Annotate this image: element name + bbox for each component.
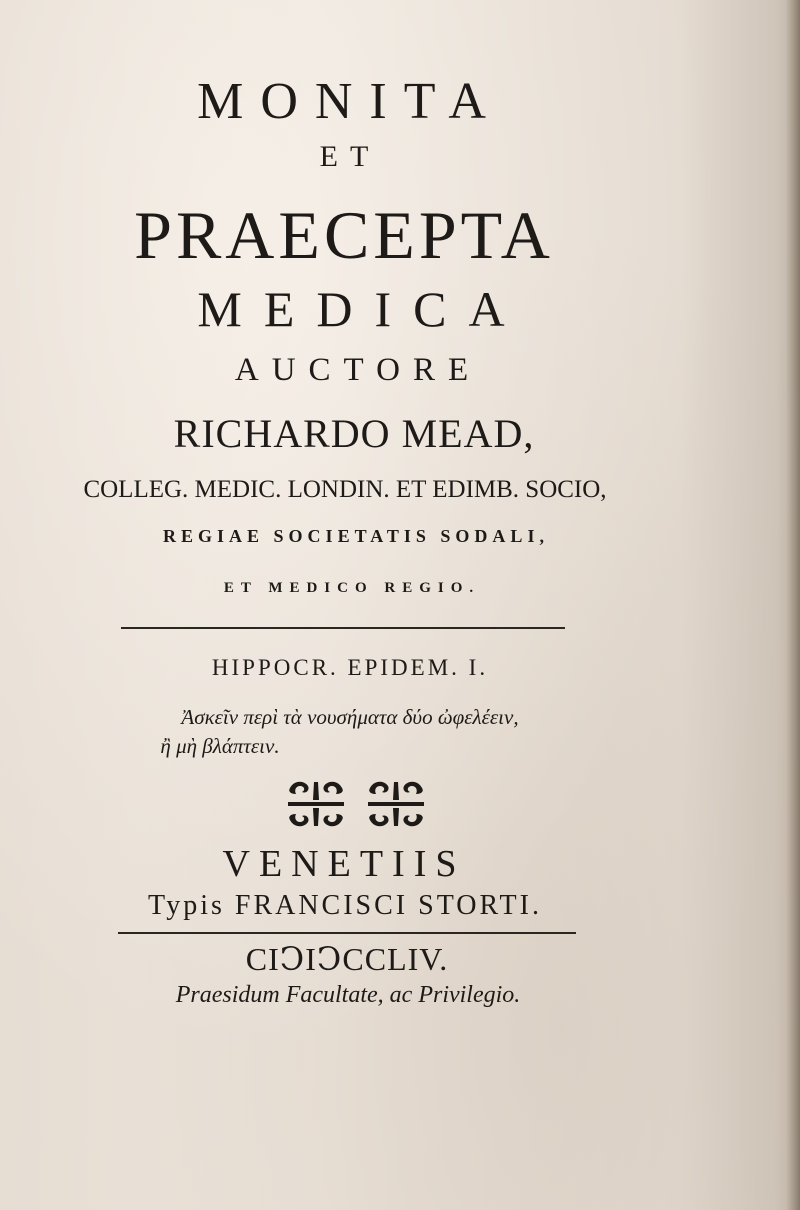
- page-edge-shadow: [786, 0, 800, 1210]
- epigraph-source: HIPPOCR. EPIDEM. I.: [211, 655, 489, 680]
- imprint-privilege: Praesidum Facultate, ac Privilegio.: [175, 982, 521, 1008]
- imprint-printer: Typis FRANCISCI STORTI.: [148, 890, 542, 921]
- epigraph-greek-line-2: ἢ μὴ βλάπτειν.: [160, 734, 280, 758]
- imprint-year: CIↃIↃCCLIV.: [245, 941, 449, 977]
- divider-rule-bottom: [118, 932, 576, 934]
- floral-ornament-icon: [284, 778, 348, 830]
- title-auctore: AUCTORE: [234, 352, 482, 388]
- author-affiliation-3: ET MEDICO REGIO.: [223, 580, 481, 596]
- epigraph-greek-line-1: Ἀσκεῖν περὶ τὰ νουσήματα δύο ὠφελέειν,: [181, 705, 519, 729]
- floral-ornament-icon: [364, 778, 428, 830]
- title-praecepta: PRAECEPTA: [134, 197, 554, 273]
- title-medica: MEDICA: [197, 281, 527, 337]
- title-et: ET: [319, 140, 381, 173]
- author-affiliation-2: REGIAE SOCIETATIS SODALI,: [163, 526, 549, 546]
- title-monita: MONITA: [197, 73, 503, 130]
- author-name: RICHARDO MEAD,: [173, 411, 535, 456]
- divider-rule-top: [121, 627, 565, 629]
- imprint-place: VENETIIS: [222, 843, 466, 885]
- author-affiliation-1: COLLEG. MEDIC. LONDIN. ET EDIMB. SOCIO,: [83, 476, 607, 503]
